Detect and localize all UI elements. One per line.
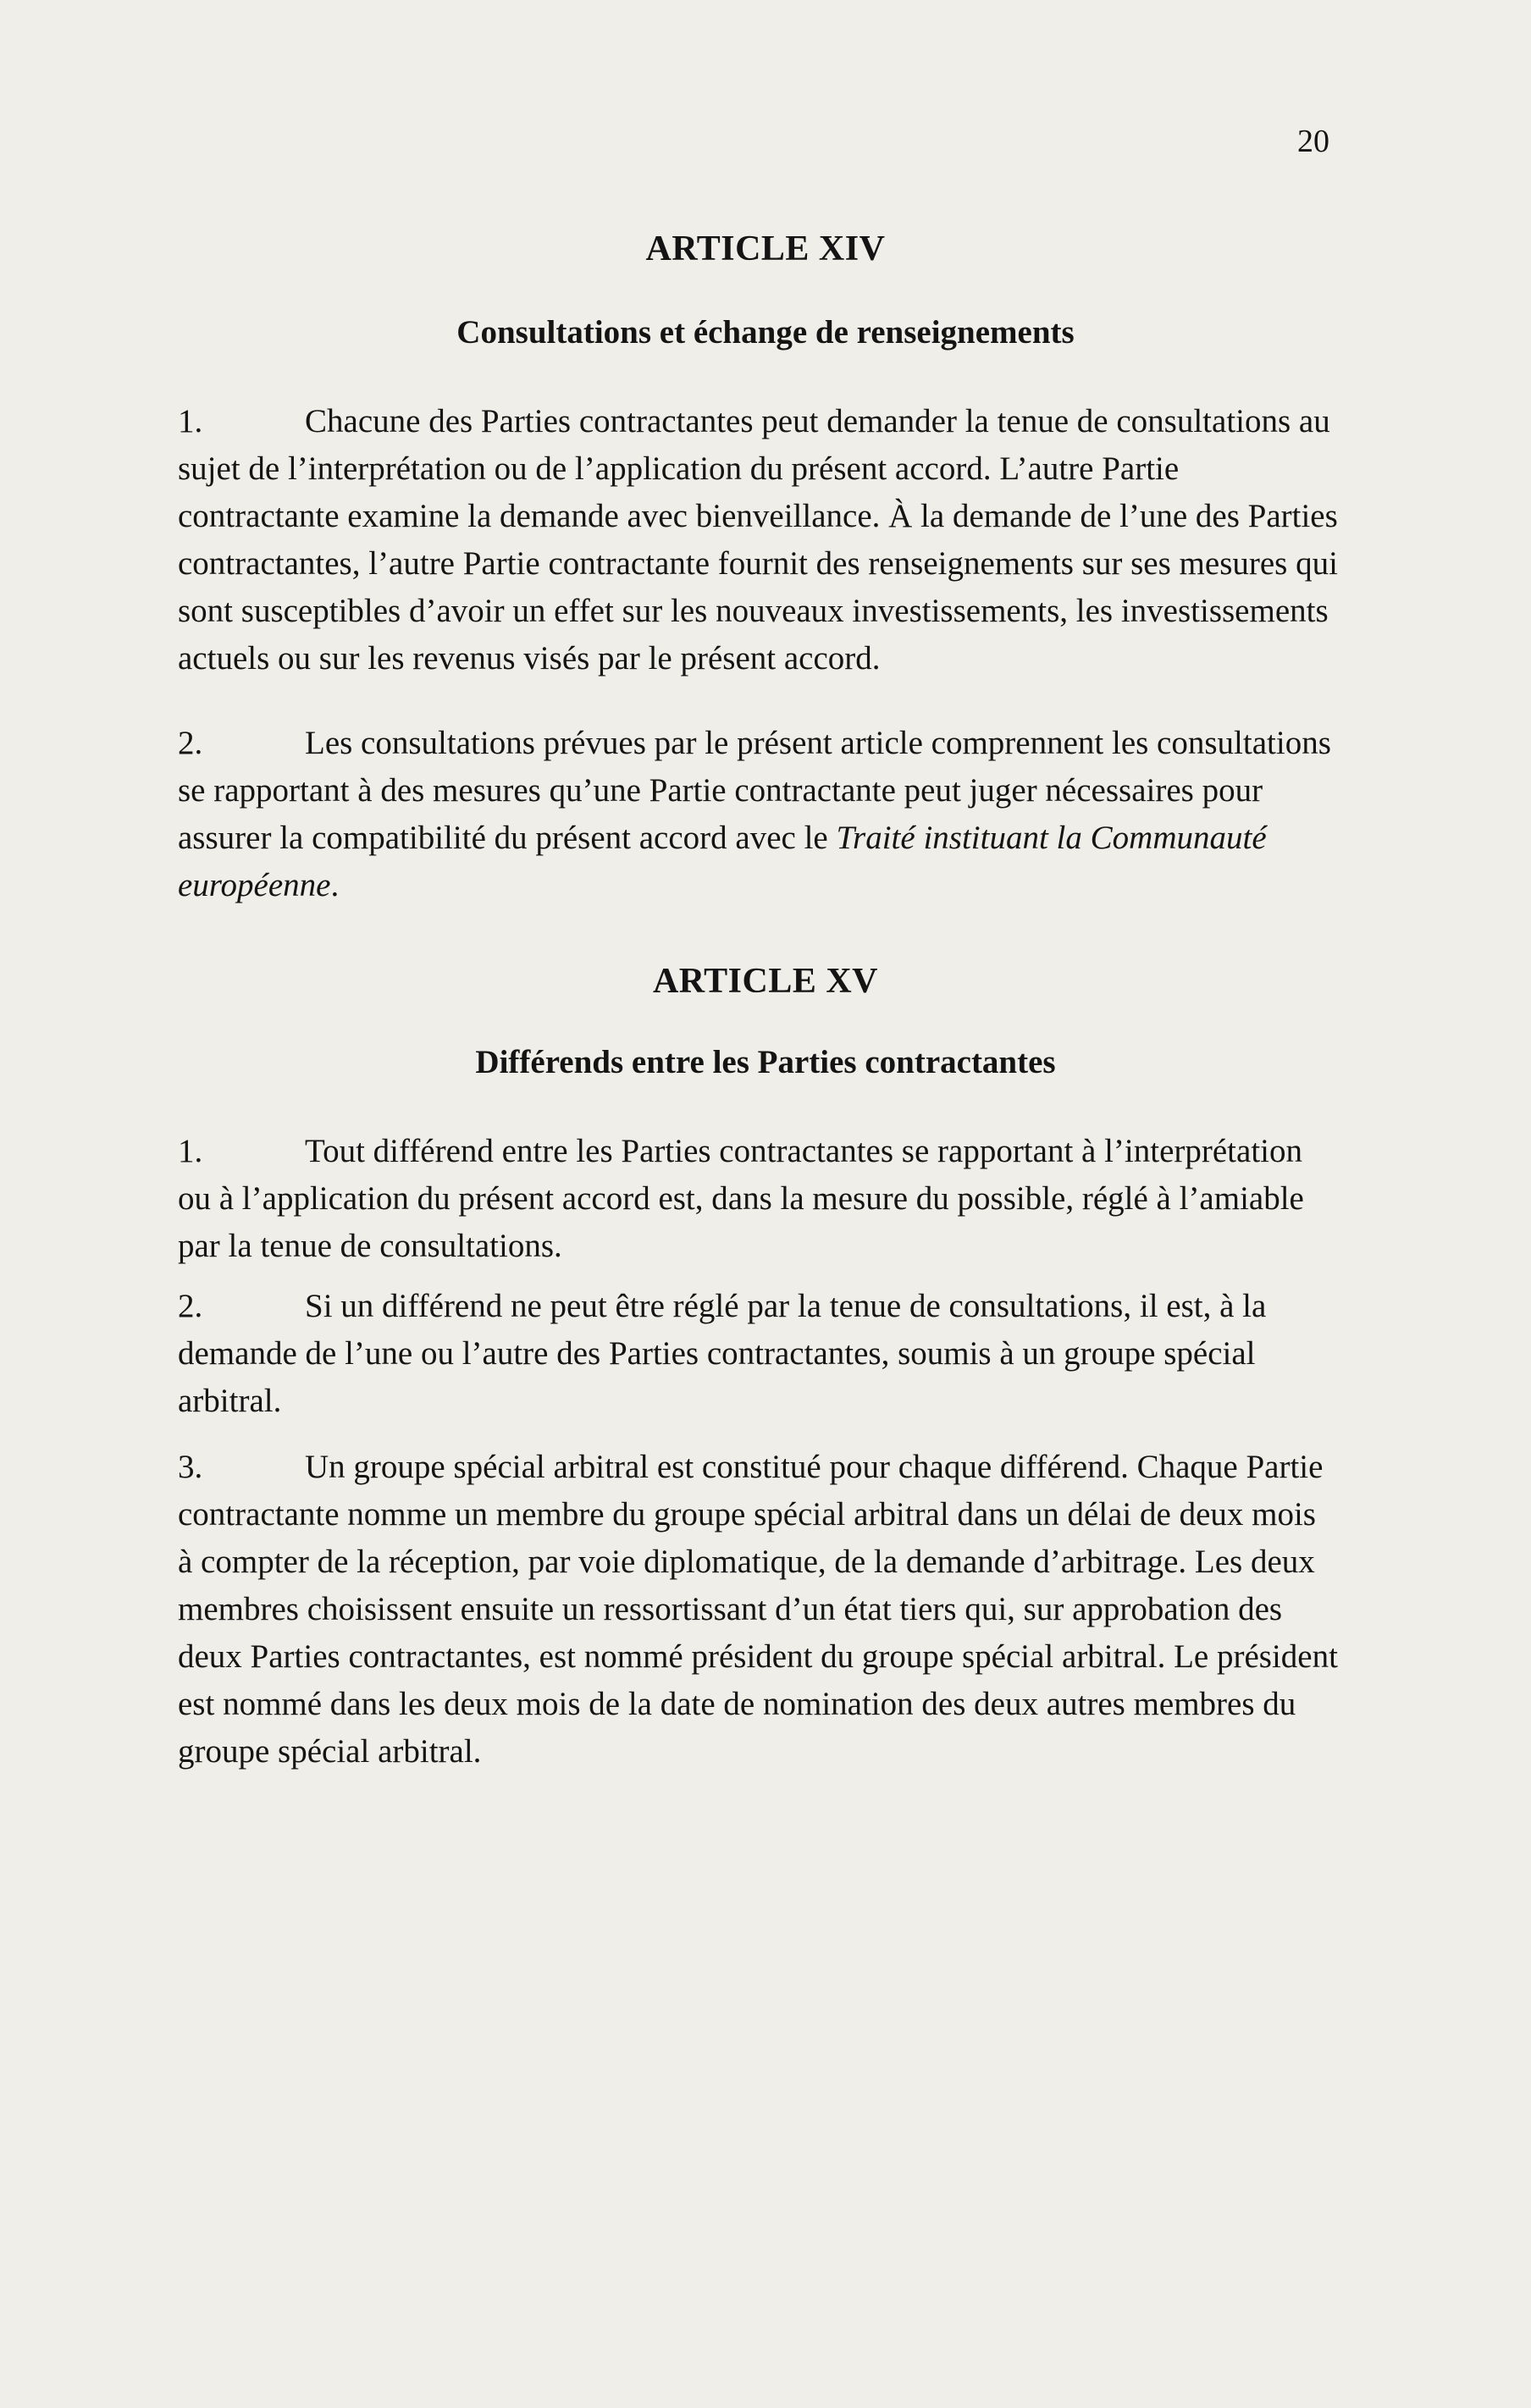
paragraph-number: 1.	[178, 403, 203, 439]
paragraph-text: Un groupe spécial arbitral est constitué pour chaque différend. Chaque Partie contractante nomme un membre du groupe spécial arbitral dans un délai de deux mois à compter de la réception, par voie diplomatique, de la demande d’arbitrage. Les deux membres choisissent ensuite un ressortissant d’un état tiers qui, sur approbation des deux Parties contractantes, est nommé président du groupe spécial arbitral. Le président est nommé dans les deux mois de la date de nomination des deux autres membres du groupe spécial arbitral.	[178, 1449, 1338, 1770]
treaty-title: Traité instituant la Communauté européenne	[178, 820, 1267, 903]
article-xiv-paragraph-1	[178, 398, 1338, 682]
paragraph-text: Tout différend entre les Parties contractantes se rapportant à l’interprétation ou à l’application du présent accord est, dans la mesure du possible, réglé à l’amiable par la tenue de consultations.	[178, 1133, 1304, 1264]
article-xv-paragraph-2	[178, 1283, 1338, 1425]
paragraph-text: Les consultations prévues par le présent article comprennent les consultations se rapportant à des mesures qu’une Partie contractante peut juger nécessaires pour assurer la compatibilité du présent accord avec le	[178, 725, 1331, 856]
article-heading-xv: ARTICLE XV	[652, 962, 879, 1001]
paragraph-number: 2.	[178, 1288, 203, 1324]
paragraph-number: 3.	[178, 1449, 203, 1485]
paragraph-text: Si un différend ne peut être réglé par la tenue de consultations, il est, à la demande de l’une ou l’autre des Parties contractantes, soumis à un groupe spécial arbitral.	[178, 1288, 1267, 1419]
article-heading-xiv: ARTICLE XIV	[645, 229, 886, 268]
article-xiv-paragraph-2	[178, 720, 1338, 909]
page-number: 20	[1297, 124, 1329, 159]
paragraph-number: 2.	[178, 725, 203, 761]
article-xv-paragraph-1	[178, 1128, 1338, 1270]
paragraph-trailing-text: .	[330, 867, 340, 903]
paragraph-text: Chacune des Parties contractantes peut demander la tenue de consultations au sujet de l’interprétation ou de l’application du présent accord. L’autre Partie contractante examine la demande avec bienveillance. À la demande de l’une des Parties contractantes, l’autre Partie contractante fournit des renseignements sur ses mesures qui sont susceptibles d’avoir un effet sur les nouveaux investissements, les investissements actuels ou sur les revenus visés par le présent accord.	[178, 403, 1338, 677]
article-xv-paragraph-3	[178, 1444, 1338, 1776]
article-subtitle-xiv: Consultations et échange de renseignements	[456, 314, 1075, 351]
paragraph-number: 1.	[178, 1133, 203, 1169]
article-subtitle-xv: Différends entre les Parties contractantes	[475, 1044, 1056, 1080]
